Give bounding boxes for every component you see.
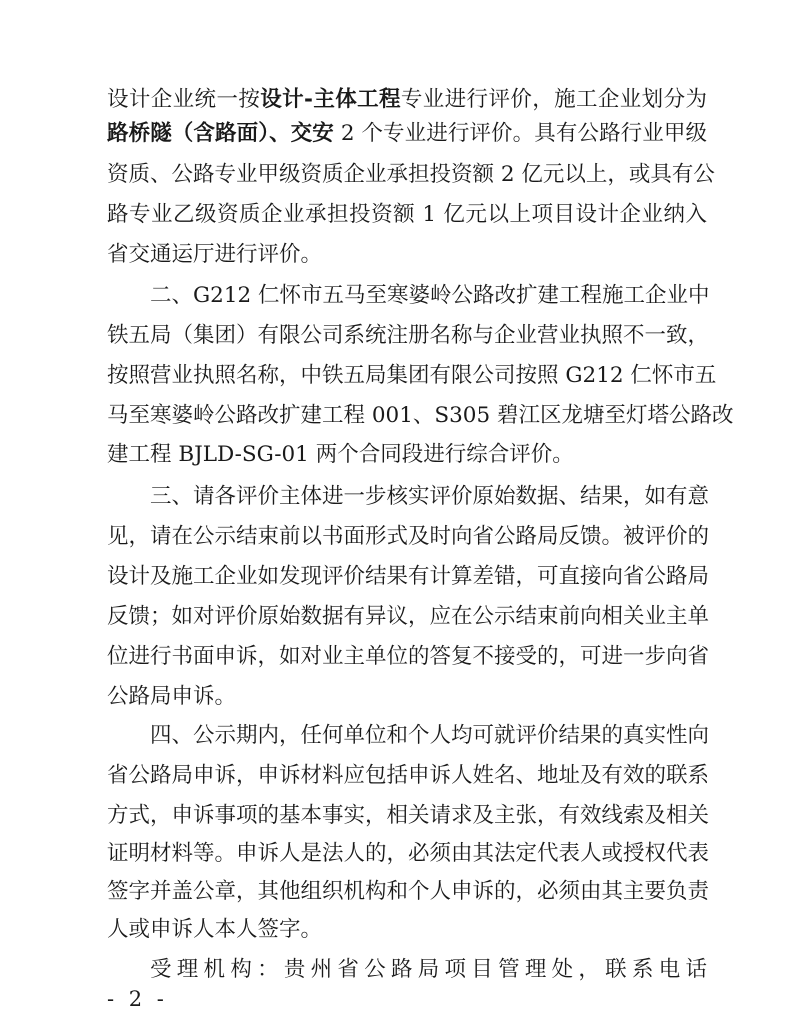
- text-line: 马至寒婆岭公路改扩建工程 001、S305 碧江区龙塘至灯塔公路改: [107, 403, 734, 428]
- text-line: 见，请在公示结束前以书面形式及时向省公路局反馈。被评价的: [107, 524, 710, 549]
- text-line: 铁五局（集团）有限公司系统注册名称与企业营业执照不一致，: [107, 323, 710, 348]
- text-line: 资质、公路专业甲级资质企业承担投资额 2 亿元以上，或具有公: [107, 162, 715, 187]
- text-line: 设计及施工企业如发现评价结果有计算差错，可直接向省公路局: [107, 564, 710, 589]
- text-line: [107, 83, 707, 117]
- contact-line: 受理机构：贵州省公路局项目管理处，联系电话: [150, 957, 707, 982]
- text-line: 四、公示期内，任何单位和个人均可就评价结果的真实性向: [150, 723, 710, 748]
- text-line: 省公路局申诉，申诉材料应包括申诉人姓名、地址及有效的联系: [107, 763, 710, 788]
- text-span: 专业进行评价，施工企业划分为: [400, 87, 707, 112]
- text-span: 2 个专业进行评价。具有公路行业甲级: [333, 121, 707, 146]
- text-line: 位进行书面申诉，如对业主单位的答复不接受的，可进一步向省: [107, 644, 710, 669]
- text-line: 省交通运厅进行评价。: [107, 242, 323, 267]
- text-line: 三、请各评价主体进一步核实评价原始数据、结果，如有意: [150, 484, 710, 509]
- bold-text-span: 路桥隧（含路面）、交安: [107, 121, 334, 146]
- text-line: 反馈；如对评价原始数据有异议，应在公示结束前向相关业主单: [107, 604, 710, 629]
- text-line: [107, 117, 707, 151]
- text-line: 路专业乙级资质企业承担投资额 1 亿元以上项目设计企业纳入: [107, 202, 707, 227]
- text-line: 人或申诉人本人签字。: [107, 917, 323, 942]
- text-line: 签字并盖公章，其他组织机构和个人申诉的，必须由其主要负责: [107, 879, 710, 904]
- text-line: 方式，申诉事项的基本事实，相关请求及主张，有效线索及相关: [107, 803, 710, 828]
- text-line: 建工程 BJLD-SG-01 两个合同段进行综合评价。: [107, 442, 574, 467]
- text-line: 二、G212 仁怀市五马至寒婆岭公路改扩建工程施工企业中: [150, 283, 710, 308]
- text-line: 按照营业执照名称，中铁五局集团有限公司按照 G212 仁怀市五: [107, 363, 717, 388]
- text-line: 证明材料等。申诉人是法人的，必须由其法定代表人或授权代表: [107, 841, 710, 866]
- text-span: 设计企业统一按: [107, 87, 261, 112]
- page-number: - 2 -: [107, 987, 168, 1011]
- text-line: 公路局申诉。: [107, 684, 237, 709]
- bold-text-span: 设计-主体工程: [260, 87, 401, 112]
